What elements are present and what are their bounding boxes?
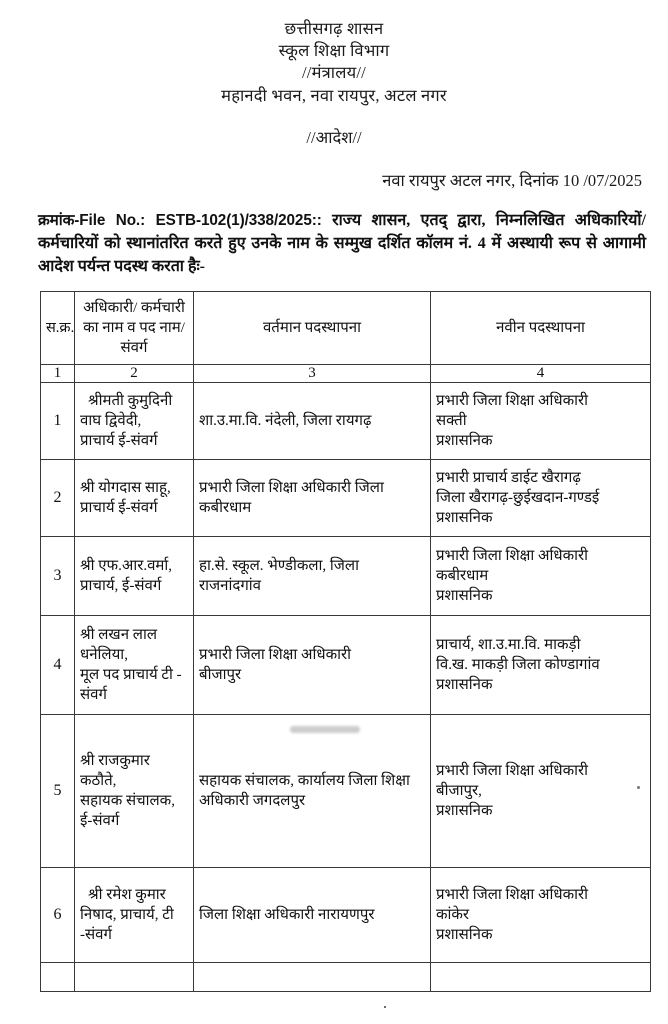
officer-cadre-line: मूल पद प्राचार्य टी - <box>80 667 182 683</box>
row-new-posting <box>431 383 651 460</box>
new-posting-line: प्रभारी जिला शिक्षा अधिकारी <box>436 887 589 903</box>
column-number-4: 4 <box>431 365 651 383</box>
current-posting-district: बीजापुर <box>199 667 242 683</box>
officer-name-line: धनेलिया, <box>80 647 128 663</box>
order-heading: //आदेश// <box>306 128 362 147</box>
posting-type: प्रशासनिक <box>436 433 493 449</box>
row-current-posting <box>194 963 431 992</box>
scan-speck-artifact <box>384 1006 386 1008</box>
new-posting-line: प्रभारी प्राचार्य डाईट खैरागढ़ <box>436 470 581 486</box>
row-serial-number: 2 <box>41 460 75 537</box>
row-serial-number <box>41 963 75 992</box>
scan-smudge-artifact <box>290 726 360 733</box>
header-current-posting: वर्तमान पदस्थापना <box>194 292 431 365</box>
row-current-posting <box>194 616 431 715</box>
current-posting-line: सहायक संचालक, कार्यालय जिला शिक्षा <box>199 773 410 789</box>
new-posting-district: कबीरधाम <box>436 568 489 584</box>
table-row-partial-cutoff <box>41 963 651 992</box>
place-and-date-line: नवा रायपुर अटल नगर, दिनांक 10 /07/2025 <box>382 171 642 190</box>
current-posting-line: प्रभारी जिला शिक्षा अधिकारी जिला <box>199 480 384 496</box>
current-posting-district: अधिकारी जगदलपुर <box>199 793 306 809</box>
posting-type: प्रशासनिक <box>436 927 493 943</box>
current-posting-district: राजनांदगांव <box>199 578 261 594</box>
ministry-name: //मंत्रालय// <box>302 63 366 82</box>
new-posting-district: वि.ख. माकड़ी जिला कोण्डागांव <box>436 657 600 673</box>
new-posting-line: प्राचार्य, शा.उ.मा.वि. माकड़ी <box>436 637 581 653</box>
table-row <box>41 383 651 460</box>
header-officer-name: अधिकारी/ कर्मचारी का नाम व पद नाम/संवर्ग <box>75 292 194 365</box>
row-serial-number: 3 <box>41 537 75 616</box>
order-body-text: राज्य शासन, एतद् द्वारा, निम्नलिखित अधिकारियों/कर्मचारियों को स्थानांतरित करते हुए उनके नाम के सम्मुख दर्शित कॉलम नं. 4 में अस्थायी रूप से आगामी आदेश पर्यन्त पदस्थ करता हैः- <box>38 212 646 275</box>
current-posting-line: शा.उ.मा.वि. नंदेली, जिला रायगढ़ <box>199 413 372 429</box>
row-officer-name <box>75 383 194 460</box>
row-serial-number: 4 <box>41 616 75 715</box>
current-posting-line: हा.से. स्कूल. भेण्डीकला, जिला <box>199 558 359 574</box>
new-posting-district: जिला खैरागढ़-छुईखदान-गण्डई <box>436 490 600 506</box>
posting-type: प्रशासनिक <box>436 588 493 604</box>
officer-cadre-line: प्राचार्य, ई-संवर्ग <box>80 578 162 594</box>
row-current-posting <box>194 460 431 537</box>
new-posting-district: कांकेर <box>436 907 470 923</box>
office-address: महानदी भवन, नवा रायपुर, अटल नगर <box>221 86 447 105</box>
letterhead <box>0 0 668 108</box>
column-number-1: 1 <box>41 365 75 383</box>
row-current-posting <box>194 715 431 868</box>
officer-cadre-line: -संवर्ग <box>80 927 112 943</box>
table-row <box>41 537 651 616</box>
row-current-posting <box>194 537 431 616</box>
row-new-posting <box>431 868 651 963</box>
row-officer-name <box>75 963 194 992</box>
current-posting-line: जिला शिक्षा अधिकारी नारायणपुर <box>199 907 375 923</box>
row-new-posting <box>431 460 651 537</box>
officer-cadre-line: प्राचार्य ई-संवर्ग <box>80 500 158 516</box>
transfer-table-wrapper <box>0 291 668 992</box>
current-posting-district: कबीरधाम <box>199 500 252 516</box>
posting-type: प्रशासनिक <box>436 803 493 819</box>
row-new-posting <box>431 537 651 616</box>
table-row <box>41 460 651 537</box>
new-posting-district: सक्ती <box>436 413 467 429</box>
officer-name-line: कठौते, <box>80 773 117 789</box>
government-name: छत्तीसगढ़ शासन <box>284 19 384 38</box>
table-body <box>41 383 651 992</box>
officer-designation-line: सहायक संचालक, <box>80 793 175 809</box>
officer-name-line: वाघ द्विवेदी, <box>80 413 142 429</box>
officer-name-line: श्रीमती कुमुदिनी <box>88 393 173 409</box>
row-officer-name <box>75 715 194 868</box>
row-new-posting <box>431 963 651 992</box>
row-serial-number: 6 <box>41 868 75 963</box>
table-header <box>41 292 651 383</box>
header-new-posting: नवीन पदस्थापना <box>431 292 651 365</box>
officer-name-line: निषाद, प्राचार्य, टी <box>80 907 174 923</box>
table-header-row <box>41 292 651 365</box>
row-officer-name <box>75 460 194 537</box>
table-row <box>41 868 651 963</box>
column-number-row <box>41 365 651 383</box>
officer-cadre-line: ई-संवर्ग <box>80 813 120 829</box>
current-posting-line: प्रभारी जिला शिक्षा अधिकारी <box>199 647 352 663</box>
posting-type: प्रशासनिक <box>436 677 493 693</box>
department-name: स्कूल शिक्षा विभाग <box>278 41 390 60</box>
officer-name-line: श्री रमेश कुमार <box>88 887 166 903</box>
new-posting-line: प्रभारी जिला शिक्षा अधिकारी <box>436 393 589 409</box>
row-serial-number: 5 <box>41 715 75 868</box>
officer-name-line: श्री लखन लाल <box>80 627 157 643</box>
scan-edge-artifact <box>637 786 640 789</box>
new-posting-district: बीजापुर, <box>436 783 482 799</box>
row-current-posting <box>194 383 431 460</box>
row-officer-name <box>75 616 194 715</box>
row-new-posting <box>431 715 651 868</box>
posting-type: प्रशासनिक <box>436 510 493 526</box>
transfer-order-table <box>40 291 651 992</box>
new-posting-line: प्रभारी जिला शिक्षा अधिकारी <box>436 763 589 779</box>
table-row <box>41 616 651 715</box>
officer-cadre-line: प्राचार्य ई-संवर्ग <box>80 433 158 449</box>
officer-name-line: श्री योगदास साहू, <box>80 480 171 496</box>
column-number-3: 3 <box>194 365 431 383</box>
row-current-posting <box>194 868 431 963</box>
file-number: क्रमांक-File No.: ESTB-102(1)/338/2025:: <box>38 212 322 229</box>
officer-name-line: श्री एफ.आर.वर्मा, <box>80 558 173 574</box>
row-officer-name <box>75 868 194 963</box>
new-posting-line: प्रभारी जिला शिक्षा अधिकारी <box>436 548 589 564</box>
officer-cadre-line: संवर्ग <box>80 687 107 703</box>
order-body-paragraph <box>0 209 668 278</box>
row-new-posting <box>431 616 651 715</box>
row-officer-name <box>75 537 194 616</box>
row-serial-number: 1 <box>41 383 75 460</box>
column-number-2: 2 <box>75 365 194 383</box>
table-row <box>41 715 651 868</box>
header-serial-number: स.क्र. <box>41 292 75 365</box>
officer-name-line: श्री राजकुमार <box>80 753 150 769</box>
